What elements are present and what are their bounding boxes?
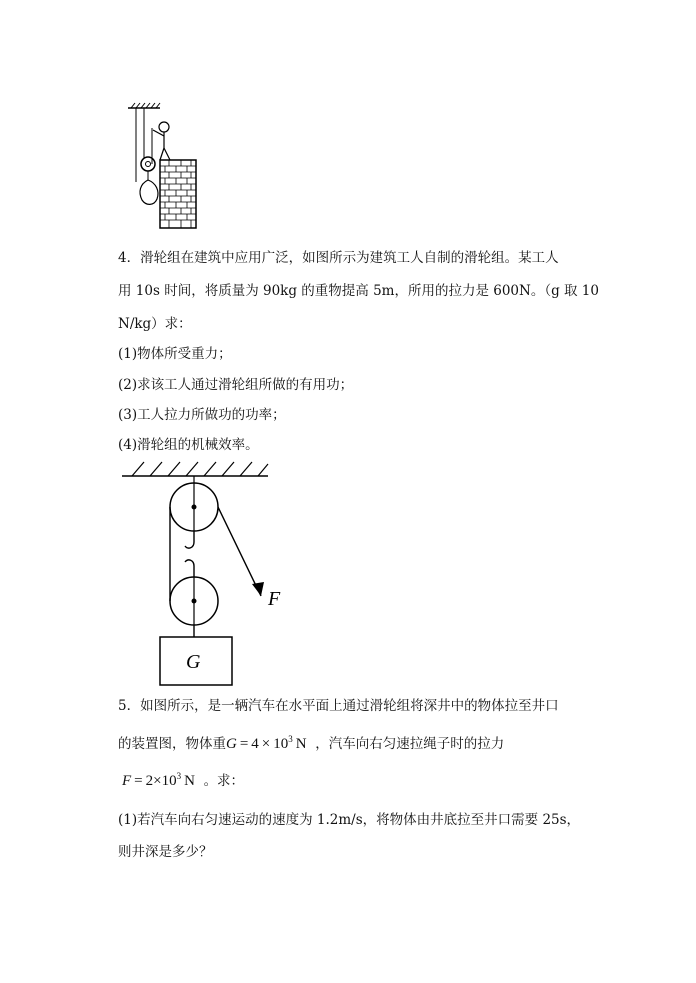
q5-line-1: 5．如图所示，是一辆汽车在水平面上通过滑轮组将深井中的物体拉至井口 [118,698,559,714]
q4-item-4: (4)滑轮组的机械效率。 [118,437,259,453]
q5-line-3 [122,772,244,790]
q5-line-3-post: 。求： [203,773,245,789]
q4-line-3: N/kg）求： [118,316,192,332]
q4-line-2: 用 10s 时间，将质量为 90kg 的重物提高 5m，所用的拉力是 600N。（g 取 10 [118,283,599,299]
q5-line-2-pre: 的装置图，物体重 [118,736,226,752]
pulley-block-figure [118,456,298,688]
q4-item-2: (2)求该工人通过滑轮组所做的有用功； [118,377,354,393]
q5-item-1-line-2: 则井深是多少？ [118,844,213,860]
force-label: F [268,588,281,610]
q4-item-1: (1)物体所受重力； [118,346,232,362]
q4-item-3: (3)工人拉力所做功的功率； [118,407,286,423]
q5-line-2-post: ，汽车向右匀速拉绳子时的拉力 [315,736,505,752]
q5-item-1-line-1: (1)若汽车向右匀速运动的速度为 1.2m/s，将物体由井底拉至井口需要 25s， [118,812,581,828]
force-formula: $F = 2\times 10^3$ N [122,771,195,789]
gravity-formula: $G = 4 \times 10^3$ N [226,734,307,752]
weight-label: G [186,651,201,673]
q5-line-2 [118,735,504,753]
pulley-worker-figure [126,100,200,230]
q4-line-1: 4．滑轮组在建筑中应用广泛，如图所示为建筑工人自制的滑轮组。某工人 [118,250,559,266]
